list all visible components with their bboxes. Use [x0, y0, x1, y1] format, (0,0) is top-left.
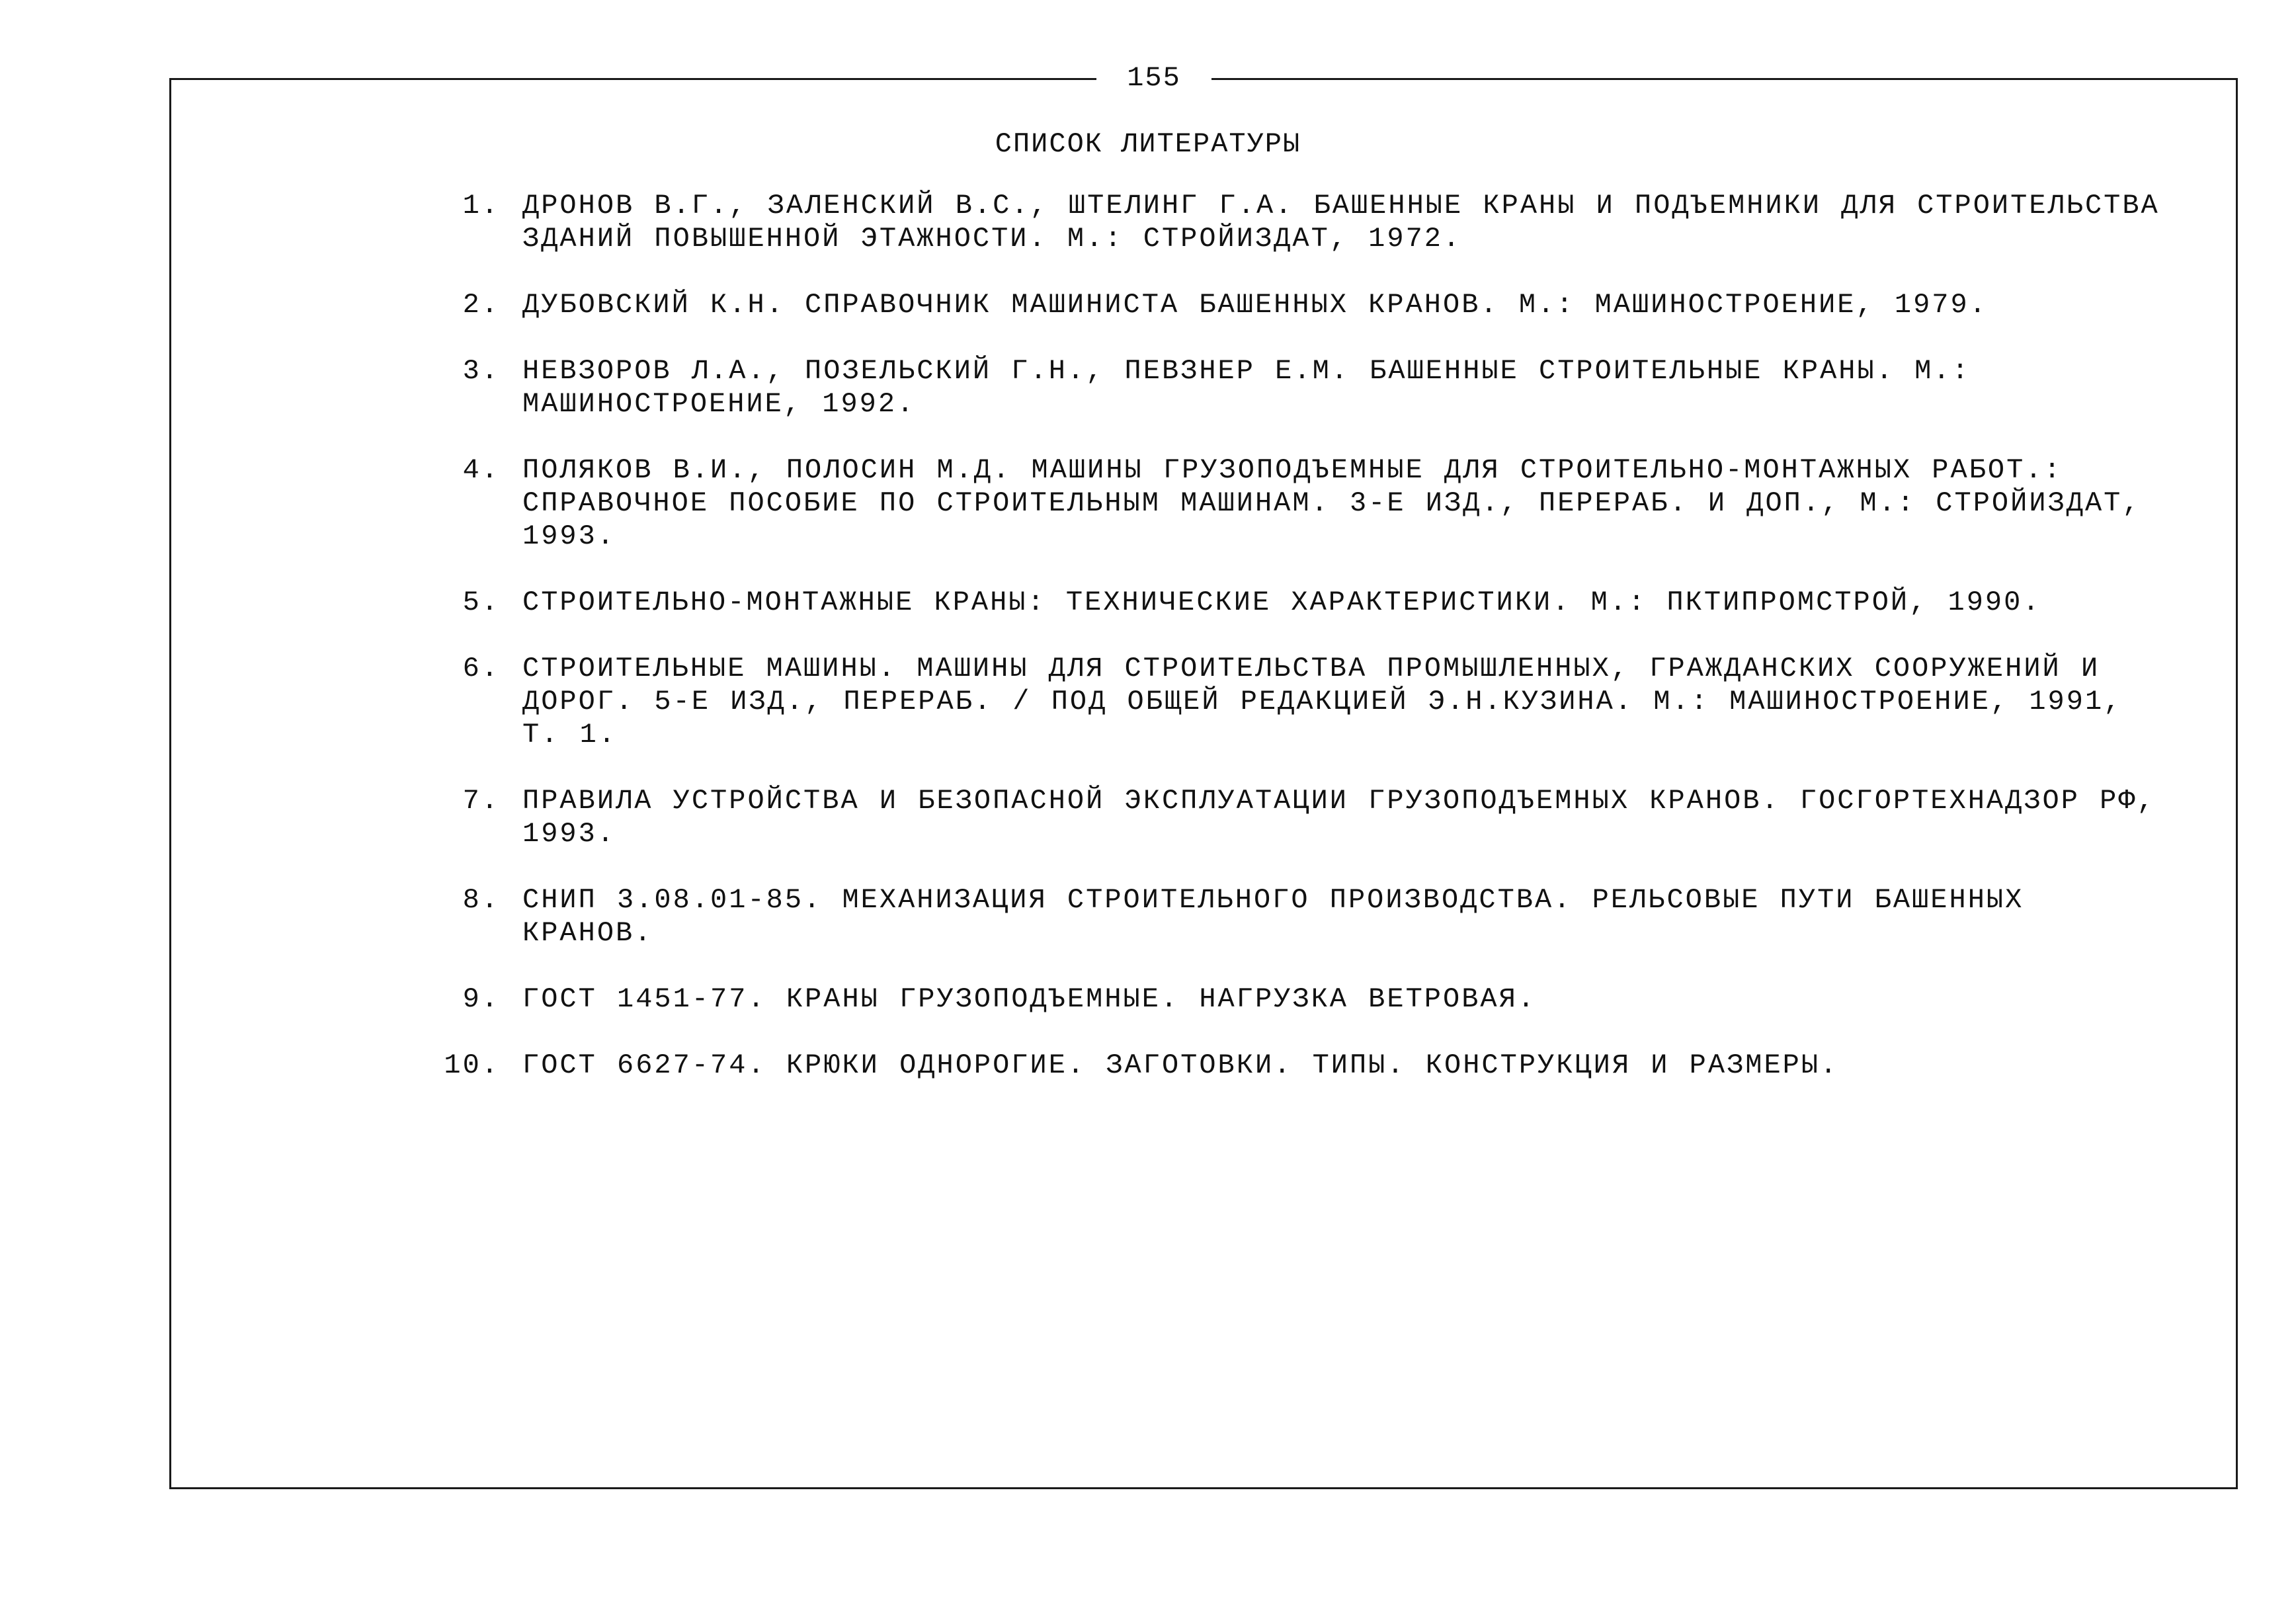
reference-number: 6.: [462, 653, 500, 684]
reference-text: НЕВЗОРОВ Л.А., ПОЗЕЛЬСКИЙ Г.Н., ПЕВЗНЕР Е.М. БАШЕННЫЕ СТРОИТЕЛЬНЫЕ КРАНЫ. М.: МАШИНОСТРОЕНИЕ, 1992.: [522, 355, 1971, 420]
reference-number: 5.: [462, 587, 500, 618]
reference-text: СТРОИТЕЛЬНЫЕ МАШИНЫ. МАШИНЫ ДЛЯ СТРОИТЕЛЬСТВА ПРОМЫШЛЕННЫХ, ГРАЖДАНСКИХ СООРУЖЕНИЙ И ДОРОГ. 5-Е ИЗД., ПЕРЕРАБ. / ПОД ОБЩЕЙ РЕДАКЦИЕЙ Э.Н.КУЗИНА. М.: МАШИНОСТРОЕНИЕ, 1991, Т. 1.: [522, 653, 2123, 751]
reference-item: [436, 288, 2169, 321]
reference-item: [436, 983, 2169, 1016]
reference-text: ПОЛЯКОВ В.И., ПОЛОСИН М.Д. МАШИНЫ ГРУЗОПОДЪЕМНЫЕ ДЛЯ СТРОИТЕЛЬНО-МОНТАЖНЫХ РАБОТ.: СПРАВОЧНОЕ ПОСОБИЕ ПО СТРОИТЕЛЬНЫМ МАШИНАМ. 3-Е ИЗД., ПЕРЕРАБ. И ДОП., М.: СТРОЙИЗДАТ, 1993.: [522, 454, 2141, 552]
reference-item: [436, 586, 2169, 619]
reference-number: 2.: [462, 289, 500, 321]
reference-text: СНИП 3.08.01-85. МЕХАНИЗАЦИЯ СТРОИТЕЛЬНОГО ПРОИЗВОДСТВА. РЕЛЬСОВЫЕ ПУТИ БАШЕННЫХ КРАНОВ.: [522, 884, 2024, 949]
reference-item: [436, 784, 2169, 850]
reference-text: ГОСТ 6627-74. КРЮКИ ОДНОРОГИЕ. ЗАГОТОВКИ. ТИПЫ. КОНСТРУКЦИЯ И РАЗМЕРЫ.: [522, 1049, 1839, 1081]
reference-item: [436, 883, 2169, 950]
page-title: СПИСОК ЛИТЕРАТУРЫ: [995, 128, 1301, 160]
reference-number: 10.: [444, 1049, 500, 1081]
reference-text: ПРАВИЛА УСТРОЙСТВА И БЕЗОПАСНОЙ ЭКСПЛУАТАЦИИ ГРУЗОПОДЪЕМНЫХ КРАНОВ. ГОСГОРТЕХНАДЗОР РФ, 1993.: [522, 785, 2156, 850]
reference-text: ДРОНОВ В.Г., ЗАЛЕНСКИЙ В.С., ШТЕЛИНГ Г.А. БАШЕННЫЕ КРАНЫ И ПОДЪЕМНИКИ ДЛЯ СТРОИТЕЛЬСТВА ЗДАНИЙ ПОВЫШЕННОЙ ЭТАЖНОСТИ. М.: СТРОЙИЗДАТ, 1972.: [522, 190, 2160, 255]
reference-text: ГОСТ 1451-77. КРАНЫ ГРУЗОПОДЪЕМНЫЕ. НАГРУЗКА ВЕТРОВАЯ.: [522, 983, 1537, 1015]
reference-text: ДУБОВСКИЙ К.Н. СПРАВОЧНИК МАШИНИСТА БАШЕННЫХ КРАНОВ. М.: МАШИНОСТРОЕНИЕ, 1979.: [522, 289, 1988, 321]
reference-item: [436, 454, 2169, 553]
reference-number: 3.: [462, 355, 500, 387]
reference-number: 1.: [462, 190, 500, 222]
reference-item: [436, 1049, 2169, 1082]
reference-item: [436, 189, 2169, 255]
reference-number: 7.: [462, 785, 500, 817]
reference-number: 9.: [462, 983, 500, 1015]
reference-number: 8.: [462, 884, 500, 916]
reference-list: [436, 189, 2169, 1115]
page-number: 155: [1096, 57, 1211, 99]
reference-number: 4.: [462, 454, 500, 486]
reference-item: [436, 354, 2169, 421]
reference-text: СТРОИТЕЛЬНО-МОНТАЖНЫЕ КРАНЫ: ТЕХНИЧЕСКИЕ ХАРАКТЕРИСТИКИ. М.: ПКТИПРОМСТРОЙ, 1990.: [522, 587, 2041, 618]
reference-item: [436, 652, 2169, 751]
